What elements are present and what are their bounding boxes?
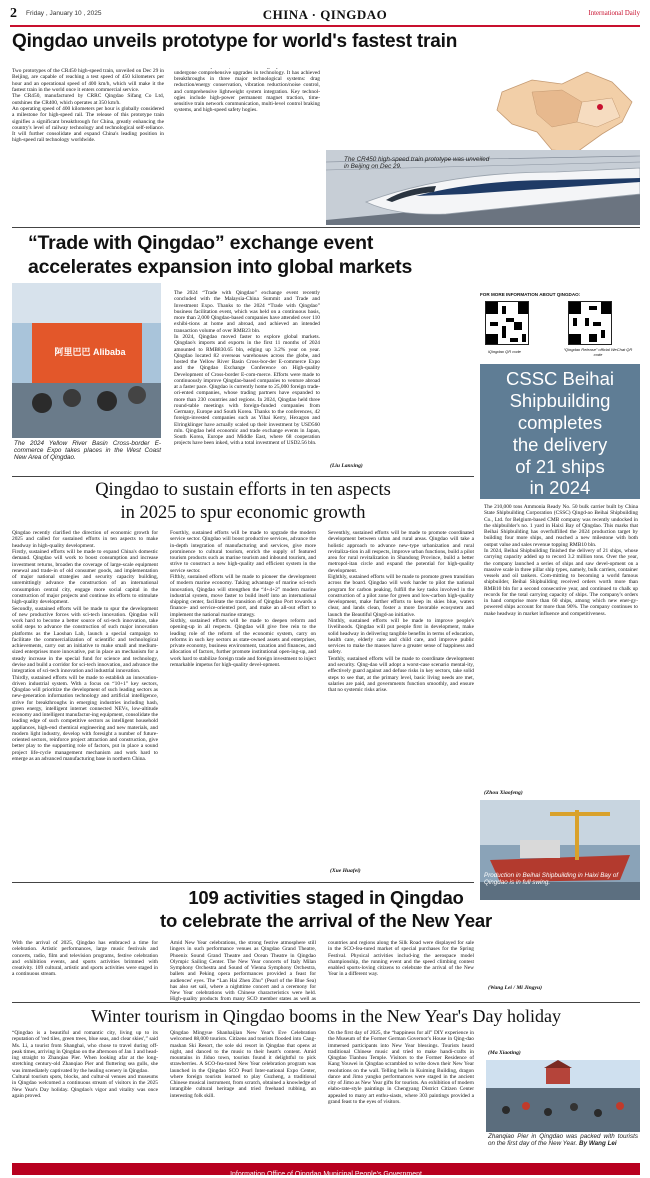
article-trade-title-line1: “Trade with Qingdao” exchange event [28, 232, 374, 254]
paragraph: “Qingdao is a beautiful and romantic city, living up to its reputation of 'red tiles, green trees, blue seas, and clear skies',” said Ms. Li, a tourist from Shanghai, who chose to travel during off-peak times, arriving in Qingdao on the afternoon of Jan 1 and head-ing straight to Zhanqiao Pier. When looking afar at the long-stretching century-old Zhanqiao Pier and fluttering sea gulls, she was immediately captivated by the healing scenery in Qingdao. [12, 1030, 158, 1074]
cssc-title-line: the delivery [512, 434, 608, 455]
cssc-title-box [480, 364, 640, 499]
qr-code-wechat [568, 301, 612, 345]
article-winter-col4 [486, 1030, 636, 1050]
paragraph: Qingdao recently clarified the direction of economic growth for 2025 and called for sustained efforts in ten aspects to make headway in high-quality development. [12, 530, 158, 549]
paragraph: On the first day of 2025, the “happiness for all” DIY experience in the Museum of the Former German Governor's House in Qing-dao immersed participants into New Year blessings. Tourists heard traditional Chinese music and tried to make handi-crafts in Qingdao Tianhou Temple. Visitors to the Former Residence of Kang Youwei in Qingdao scrambled to write down their New Year resolutions on the wall. Telling bells in Kuiming Building, dragon dance and Jimo yangko performances were staged in the ancient city of Jimo as New Year gifts for tourists. An exhibition of modern elabo-rate-style paintings in Chengyang District Citizen Center appealed to many art enthu-siasts, where 303 paintings provided a grand feast to the eyes of visitors. [328, 1030, 474, 1105]
paragraph: With the arrival of 2025, Qingdao has embraced a time for celebration. Artistic performances, large music festivals and concerts, radio, film and television programs, festive celebration and exhibition events, and sports activities brimmed with creativity. 109 cultural, artistic and sports activities were staged in a continuous stream. [12, 940, 158, 978]
article-ten-aspects-col2 [170, 530, 316, 880]
qr-code-iqingdao [485, 301, 529, 345]
article-trade-title-line2: accelerates expansion into global markets [28, 256, 413, 278]
article-ten-aspects-title-line2: in 2025 to spur economic growth [120, 503, 366, 523]
article-activities-col1 [12, 940, 158, 992]
issue-date: Friday , January 10 , 2025 [26, 10, 102, 17]
article-train-body-col2 [174, 68, 320, 200]
article-activities-title-line2: to celebrate the arrival of the New Year [160, 910, 492, 931]
paragraph: countries and regions along the Silk Road were displayed for sale in the SCO-fea-tured market of special purchases for the Spring Festival. Physical activities includ-ing the aerospace model championship, the running event and the speed climbing contest enabled sports-loving citizens to celebrate the arrival of the New Year in a different way. [328, 940, 474, 978]
article-ten-aspects-col3 [328, 530, 474, 868]
divider [12, 227, 640, 228]
article-train-title: Qingdao unveils prototype for world's fastest train [12, 31, 458, 52]
trade-byline: (Liu Lanxing) [330, 463, 363, 469]
article-activities-col3 [328, 940, 474, 1002]
paragraph: In 2024, Beihai Shipbuilding finished the delivery of 21 ships, whose carrying capacity added up to record 3.2 million tons. Over the year, the company launched a series of ships and saw devel-opment on a massive scale in three pillar ship types, namely, bulk carriers, container vessels and oil tankers. Com-mitting to becoming a world famous shipbuilder, Beihai Shipbuilding received orders worth more than RMB10 bln for a second consecutive year, and continued to chalk up records for the total carrying capacity of ships. The company's orders in hand comprise more than 60 ships, among which new ener-gy-powered ships account for more than 90%. The company continues to make headway in market influence and competitiveness. [484, 548, 638, 617]
footer-bar [12, 1163, 640, 1178]
shipyard-photo [480, 800, 640, 900]
paragraph: Seventhly, sustained efforts will be made to promote coordinated development between urban and rural areas. Qingdao will take a holistic approach to advance new-type urbanization and rural revitaliza-tion in all respects, improve urban functions, build a pilot area for rural revitalization in Shandong Province, build a better metropol-itan circle and expand the potential for high-quality development. [328, 530, 474, 574]
article-ten-aspects-title-line1: Qingdao to sustain efforts in ten aspects [95, 480, 391, 500]
section-title: CHINA · QINGDAO [262, 7, 388, 22]
cssc-title-line: completes [517, 412, 603, 433]
article-activities-title-line1: 109 activities staged in Qingdao [188, 887, 464, 908]
article-train-body-col1 [12, 68, 164, 142]
divider [12, 1002, 640, 1003]
cssc-title-line: CSSC Beihai [506, 368, 614, 389]
footer-text: Information Office of Qingdao Municipal People's Government [230, 1171, 422, 1178]
expo-photo [12, 283, 161, 438]
paragraph: Qingdao Mingyue Shanhaijian New Year's Eve Celebration welcomed 88,000 tourists. Citizens and tourists flooded into Cang-mashan Ski Resort, the sole ski resort in Qingdao that opens at night, and danced to the music to their heart's content. Amid mountains in Jiduo town, tourists found it delightful to pick strawberries. A SCO-fea-tured New Year celebration program was launched in the Qingdao SCO Pearl Inter-national Expo Center, where foreign tourists learned to play Guzheng, a traditional Chinese musical instrument, from scratch, obtained a knowledge of intangible cultural heritage and tried freehand rubbing, an interesting folk skill. [170, 1030, 316, 1099]
paper-name: International Daily [588, 10, 640, 17]
shipyard-caption: Production in Beihai Shipbuilding in Haixi Bay of Qingdao is in full swing. [484, 872, 619, 887]
cssc-body [484, 504, 638, 788]
paragraph: Two prototypes of the CR450 high-speed train, unveiled on Dec 29 in Beijing, are capable of reaching a test speed of 450 kilometers per hour and an operational speed of 400 km/h, which will make it the fastest train in the world once it enters commercial service. [12, 68, 164, 93]
paragraph: undergone comprehensive upgrades in technology. It has achieved breakthroughs in three major technological systems: drag reduction/energy conservation, vibration reduction/noise control, and comprehensive lightweight system integration. Key technol-ogies include high-power permanent magnet traction, time-sensitive train network communication, multi-level control braking systems, and high-speed safety hogies. [174, 69, 320, 114]
cssc-title-line: of 21 ships [515, 456, 605, 477]
paragraph: Fifthly, sustained efforts will be made to pioneer the development of modern marine economy. Taking advantage of marine sci-tech innovation, Qingdao will strengthen the “4+4+2” modern marine industrial system, move faster to build itself into an international shipping center, facilitate the transition of Qingdao Port towards a finance- and service-oriented port, and make an all-out effort to implement the national marine strategy. [170, 574, 316, 618]
qr-title: FOR MORE INFORMATION ABOUT QINGDAO: [480, 292, 581, 297]
activities-byline: (Wang Lei / Mi Jingyu) [488, 985, 542, 991]
paragraph: Amid New Year celebrations, the strong festive atmosphere still lingers in such performance venues as Qingdao Grand Theatre, Phoenix Sound Grand Theatre and Ocean Theatre in Qingdao Olympic Sailing Center. The New Year concerts of Italy Milan Symphony Orchestra and Sound of Vienna Symphony Orchestra, ballets and Peking opera performances provided a feast for audiences' eyes. The “Lan Hai Zhen Zhu” (Pearl of the Blue Sea) has also set sail, where a nighttime concert and a ceremony for New Year celebrations with Chinese characteristics were held. High-quality products from many SCO member states as well as [170, 940, 316, 1002]
page-number: 2 [10, 6, 17, 21]
zhanqiao-caption-text: Zhanqiao Pier in Qingdao was packed with tourists on the first day of the New Year. [488, 1133, 638, 1148]
cssc-title-line: Shipbuilding [509, 390, 611, 411]
article-winter-col3 [328, 1030, 474, 1162]
article-ten-aspects-col1 [12, 530, 158, 880]
train-photo [326, 150, 640, 225]
paragraph: Thirdly, sustained efforts will be made to establish an innovation-driven industrial system. With a focus on “10+1” key sectors, Qingdao will prioritize the development of such leading sectors as new-generation information technology and artificial intelligence, strive for breakthroughs in emerging industries including hash, green energy, intelligent internet connected NEVs, low-altitude economy and intelligent manufactur-ing equipment, consolidate the leading edge of such competitive sectors as intelligent household appliances, high-end chemical engineering and new materials, and modern light industry, develop with foresight a number of future-oriented sectors, reinforce project attraction and construction, give better play to the supporting role of factors, put in place a sound project life-cycle management mechanism and work hard to emerge as an advanced manufacturing base in northern China. [12, 674, 158, 762]
paragraph: The 2024 “Trade with Qingdao” exchange event recently concluded with the Malaysia-China Summit and Trade and Investment Expo. Thanks to the 2024 “Trade with Qingdao” business facilitation event, which was held on a continuous basis, more than 2,000 Qingdao-based companies have attended over 110 exhibi-tions at home and abroad, and achieved an intended transaction volume of over RMB23 bln. [174, 290, 320, 334]
expo-caption: The 2024 Yellow River Basin Cross-border E-commerce Expo takes places in the West Coast New Area of Qingdao. [14, 440, 161, 462]
qr-label-wechat: “Qingdao Release” official WeChat QR code [563, 347, 633, 357]
paragraph: In 2024, Qingdao moved faster to explore global markets. Qingdao's imports and exports in the first 11 months of 2024 amounted to RMB830.65 bln, edging up 3.2% year on year. Qingdao located 82 overseas warehouses across the globe, and hosted the Yellow River Basin Cross-bor-der E-commerce Expo and the Qingdao Exchange Conference on High-quality Development of Cross-border E-com-merce. Efforts were made to continuously improve Qingdao-based companies to venture abroad at a faster pace. Qingdao is currently home to 25,000 foreign trade-ori-ented companies, whose trading partners have expanded to more than 230 countries and regions. In 2024, Qingdao held three round-table meetings with foreign-funded companies from Germany, Europe and South Korea. Thanks to the conferences, 42 foreign-invested companies such as Yihai Kerry, Hexagon and Elringklinger have actually scaled up their investment by USD560 mln. Qingdao held economic and trade exchange events in Japan, South Korea, Europe and Middle East, where 68 cooperation projects have been inked, with a total investment of USD2.56 bln. [174, 334, 320, 447]
cssc-byline: (Zhou Xiaofeng) [484, 790, 523, 796]
ten-aspects-byline: (Xue Huafei) [330, 868, 361, 874]
article-winter-col2 [170, 1030, 316, 1162]
paragraph: The 210,000 tons Ammonia Ready No. 50 bulk carrier built by China State Shipbuilding Corporation (CSSC) Qingd-ao Beihai Shipbuilding Co., Ltd. for Belgium-based CMB company was recently undocked in the shipbuilder's no. 1 yard in Haixi Bay of Qingdao. This marks that Beihai Shipbuilding has overfulfilled the 2024 production target by building four more ships, and reached a new milestone with both output value and sales revenue topping RMB10 bln. [484, 504, 638, 548]
divider [12, 882, 474, 883]
qr-label-iqingdao: iQingdao QR code [488, 349, 521, 354]
paragraph: Firstly, sustained efforts will be made to expand China's domestic demand. Qingdao will work to boost consumption and increase investment returns, broaden the coverage of large-scale equipment renewal and trade-in of old consumer goods, and implementation of major national strategies and security capacity building, unremittingly advance the construction of an international consumption central city, engage more social capital in the construction of major projects and continue its efforts to stimulate high-quality development. [12, 549, 158, 606]
china-map-graphic [482, 62, 640, 162]
article-winter-col1 [12, 1030, 158, 1162]
article-activities-col4 [486, 940, 636, 984]
paragraph: The CR450, manufactured by CRRC Qingdao Sifang Co Ltd, outshines the CR400, which operates at 350 km/h. [12, 93, 164, 106]
article-activities-col2 [170, 940, 316, 1002]
zhanqiao-caption-credit: By Wang Lei [579, 1140, 617, 1148]
zhanqiao-pier-photo [486, 1060, 640, 1132]
paragraph: Tenthly, sustained efforts will be made to coordinate development and security. Qing-dao will adopt a worst-case scenario mental-ity, effectively guard against and defuse risks in key sectors, take solid steps to see that, at the primary level, basic living needs are met, salaries are paid, and governments function smoothly, and ensure that no systemic risks arise. [328, 655, 474, 694]
paragraph: Cultural tourism spots, blocks, and cultur-al venues and museums in Qingdao welcomed a continuous stream of visitors in the 2025 New Year's Day holiday. Qingdao's vigor and vitality was once again proved. [12, 1074, 158, 1099]
winter-byline: (Ma Xiaoting) [488, 1050, 521, 1056]
cssc-title-line: in 2024 [529, 477, 591, 498]
paragraph: Ninthly, sustained efforts will be made to improve people's livelihoods. Qingdao will put people first in development, make solid headway in delivering tangible benefits in terms of education, health care, elderly care and child care, and improve public services to make the masses have a greater sense of happiness and safety. [328, 618, 474, 656]
article-winter-title: Winter tourism in Qingdao booms in the New Year's Day holiday [91, 1006, 561, 1026]
paragraph: Fourthly, sustained efforts will be made to upgrade the modern service sector. Qingdao will boost productive services, advance the in-depth integration of manufacturing and services, give more prominence to cultural tourism, enrich the supply of featured tourism products such as marine tourism and inbound tourism, and strive to construct a new high-quality and efficient system in the service sector. [170, 530, 316, 574]
paragraph: Sixthly, sustained efforts will be made to deepen reform and opening-up in all respects. Qingdao will give free rein to the leading role of the reform of the economic system, carry on reforms in such key sectors as state-owned assets and enterprises, private economy, business environment, taxation and finances, and allocation of factors, further promote institutional open-ing-up, and work hard to stabilize foreign trade and foreign investment to inject remarkable impetus for high-quality devel-opment. [170, 618, 316, 668]
train-caption: The CR450 high-speed train prototype was unveiled in Beijing on Dec 29. [344, 156, 490, 171]
divider [12, 476, 474, 477]
article-trade-body-col2 [328, 290, 474, 462]
alibaba-sign: 阿里巴巴 Alibaba [54, 347, 126, 357]
qr-panel [480, 292, 640, 360]
page-header [10, 5, 640, 27]
zhanqiao-caption [488, 1133, 638, 1147]
paragraph: An operating speed of 400 kilometers per hour is globally considered a milestone for high-speed rail. The release of this prototype train signifies a significant breakthrough for China, greatly enhancing the country's level of railway technology and technological self-reliance. It will further consolidate and expand China's leading position in high-speed rail technology worldwide. [12, 106, 164, 143]
paragraph: Secondly, sustained efforts will be made to spur the development of new productive forces with sci-tech innovation. Qingdao will work hard to become a better source of sci-tech innovation, take solid steps to advance the construction of such major innovation platforms as the Laoshan Lab, launch a special campaign to facilitate the commercialization of scientific and technological achievements, carry out an initiative to make small and medium-sized enterprises more innovative, put in place an mechanism for a steady increase in the special fund for science and technology, devise and build a corridor for sci-tech innovation, and advance the integration of sci-tech innovation and industrial innovation. [12, 605, 158, 675]
paragraph: Eighthly, sustained efforts will be made to promote green transition across the board. Qingdao will work harder to pilot the national program for carbon peaking, fulfill the key tasks involved in the construction of a pilot zone for green and low-carbon high-quality development, make further efforts to keep its skies blue, waters clear, and lands clean, foster a more favorable ecosystem and launch the Beautiful Qingd-ao initiative. [328, 574, 474, 618]
article-trade-body-col1 [174, 290, 320, 468]
